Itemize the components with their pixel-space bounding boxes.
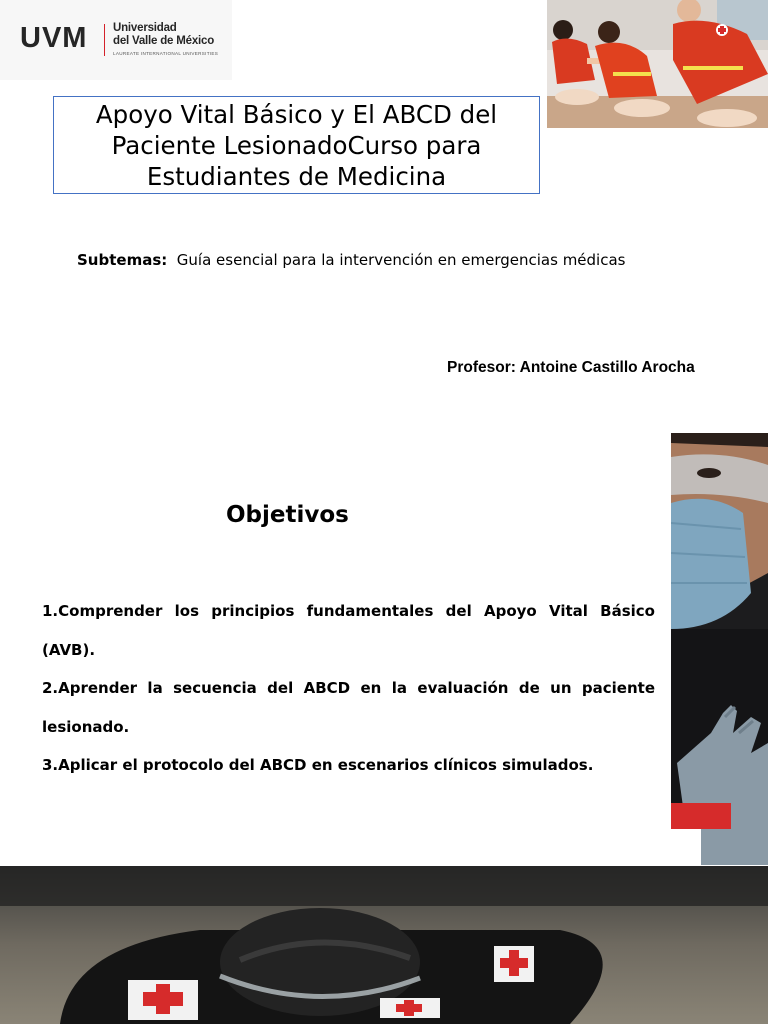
- subtemas-label: Subtemas:: [77, 251, 168, 269]
- objectives-list: [42, 592, 655, 785]
- medic-with-mask-photo: [671, 433, 768, 865]
- document-title: Apoyo Vital Básico y El ABCD del Paciente LesionadoCurso para Estudiantes de Medicina: [95, 99, 498, 191]
- objectives-heading: Objetivos: [226, 502, 349, 528]
- logo-university-name: [113, 22, 214, 47]
- logo-name-line2: del Valle de México: [113, 34, 215, 47]
- objective-item: 2.Aprender la secuencia del ABCD en la evaluación de un paciente lesionado.: [42, 679, 655, 736]
- logo-divider: [104, 24, 105, 56]
- red-cross-worker-photo: [0, 866, 768, 1024]
- subtemas-text: Guía esencial para la intervención en emergencias médicas: [176, 251, 626, 269]
- logo-brand-text: UVM: [20, 22, 88, 54]
- objective-item: 3.Aplicar el protocolo del ABCD en escenarios clínicos simulados.: [42, 756, 594, 774]
- subtemas-line: [77, 251, 625, 269]
- professor-name: Profesor: Antoine Castillo Arocha: [447, 359, 695, 376]
- title-box: [53, 96, 540, 194]
- cpr-training-photo: [547, 0, 768, 128]
- logo-name-line1: Universidad: [113, 22, 177, 34]
- logo-tagline: LAUREATE INTERNATIONAL UNIVERSITIES: [113, 51, 219, 56]
- objective-item: 1.Comprender los principios fundamentales del Apoyo Vital Básico (AVB).: [42, 602, 655, 659]
